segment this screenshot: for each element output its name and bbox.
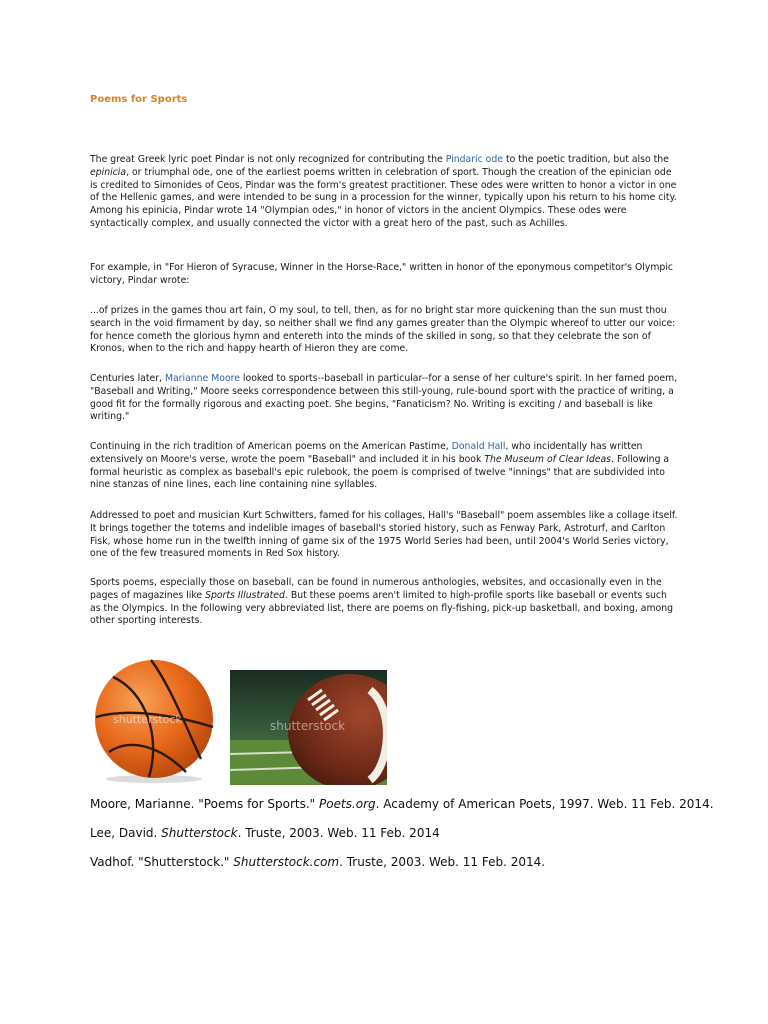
emphasis-epinicia: epinicia (90, 166, 127, 178)
basketball-photo (91, 647, 226, 785)
emphasis-book-title: The Museum of Clear Ideas (484, 453, 612, 465)
page-title: Poems for Sports (90, 94, 188, 105)
link-marianne-moore[interactable]: Marianne Moore (164, 373, 240, 384)
text-span: . But these poems aren't limited to high-profile sports like baseball or events such as the Olympics. In the following very abbreviated list, there are poems on fly-fishing, pick-up basketball, and boxing, among other sporting interests. (90, 589, 674, 627)
citation-lee (90, 826, 730, 840)
emphasis-source: Poets.org (319, 797, 376, 811)
text-span: looked to sports--baseball in particular--for a sense of her culture's spirit. In her famed poem, "Baseball and Writing," Moore seeks correspondence between this still-young, rule-bound sport with the practice of writing, a good fit for the formally rigorous and exacting poet. She begins, "Fanaticism? No. Writing is exciting / and baseball is like writing." (90, 373, 678, 423)
text-span: Centuries later, (90, 373, 165, 384)
text-span: Vadhof. "Shutterstock." (90, 855, 234, 869)
paragraph-quote: ...of prizes in the games thou art fain, O my soul, to tell, then, as for no bright star more quickening than the sun must thou search in the void firmament by day, so neither shall we find any games greater than the Olympic whereof to utter our voice: for hence cometh the glorious hymn and entereth into the minds of the skilled in song, so that they celebrate the son of Kronos, when to the rich and happy hearth of Hieron they are come. (90, 305, 676, 355)
paragraph-moore (90, 373, 678, 424)
text-span: Continuing in the rich tradition of American poems on the American Pastime, (90, 441, 452, 452)
text-span: . Truste, 2003. Web. 11 Feb. 2014 (237, 826, 440, 840)
link-donald-hall[interactable]: Donald Hall (451, 441, 506, 452)
emphasis-source: Shutterstock (161, 826, 238, 840)
paragraph-hall (90, 441, 678, 492)
citation-moore (90, 797, 730, 811)
link-pindaric-ode[interactable]: Pindaric ode (445, 154, 503, 165)
text-span: to the poetic tradition, but also the (503, 154, 669, 165)
text-span: Moore, Marianne. "Poems for Sports." (90, 797, 320, 811)
text-span: Lee, David. (90, 826, 162, 840)
text-span: , or triumphal ode, one of the earliest poems written in celebration of sport. Though the creation of the epinician ode is credited to Simonides of Ceos, Pindar was the form's greatest practitioner. These odes were written to honor a victor in one of the Hellenic games, and were intended to be sung in a procession for the winner, typically upon his return to his home city. Among his epinicia, Pindar wrote 14 "Olympian odes," in honor of victors in the ancient Olympics. These odes were syntactically complex, and usually connected the victor with a great hero of the past, such as Achilles. (90, 166, 677, 229)
paragraph-anthologies (90, 577, 678, 628)
watermark-text: shutterstock (270, 719, 346, 733)
paragraph-example: For example, in "For Hieron of Syracuse, Winner in the Horse-Race," written in honor of the eponymous competitor's Olympic victory, Pindar wrote: (90, 262, 674, 286)
text-span: The great Greek lyric poet Pindar is not only recognized for contributing the (90, 154, 446, 165)
basketball-icon (91, 647, 226, 785)
paragraph-pindar (90, 154, 678, 231)
text-span: . Following a formal heuristic as complex as baseball's epic rulebook, the poem is comprised of twelve "innings" that are subdivided into nine stanzas of nine lines, each line containing nine syllables. (90, 453, 670, 491)
emphasis-magazine: Sports Illustrated (205, 589, 285, 601)
text-span: . Truste, 2003. Web. 11 Feb. 2014. (339, 855, 546, 869)
emphasis-source: Shutterstock.com (233, 855, 340, 869)
text-span: . Academy of American Poets, 1997. Web. 11 Feb. 2014. (375, 797, 714, 811)
text-span: Sports poems, especially those on baseball, can be found in numerous anthologies, websites, and occasionally even in the pages of magazines like (90, 577, 662, 601)
citation-vadhof (90, 855, 730, 869)
text-span: , who incidentally has written extensively on Moore's verse, wrote the poem "Baseball" and included it in his book (90, 441, 643, 465)
football-icon (230, 670, 387, 785)
paragraph-schwitters: Addressed to poet and musician Kurt Schwitters, famed for his collages, Hall's "Baseball" poem assembles like a collage itself. It brings together the totems and indelible images of baseball's storied history, such as Fenway Park, Astroturf, and Carlton Fisk, whose home run in the twelfth inning of game six of the 1975 World Series had been, until 2004's World Series victory, one of the few treasured moments in Red Sox history. (90, 510, 678, 560)
watermark-text: shutterstock (113, 713, 182, 726)
football-photo (230, 670, 387, 785)
